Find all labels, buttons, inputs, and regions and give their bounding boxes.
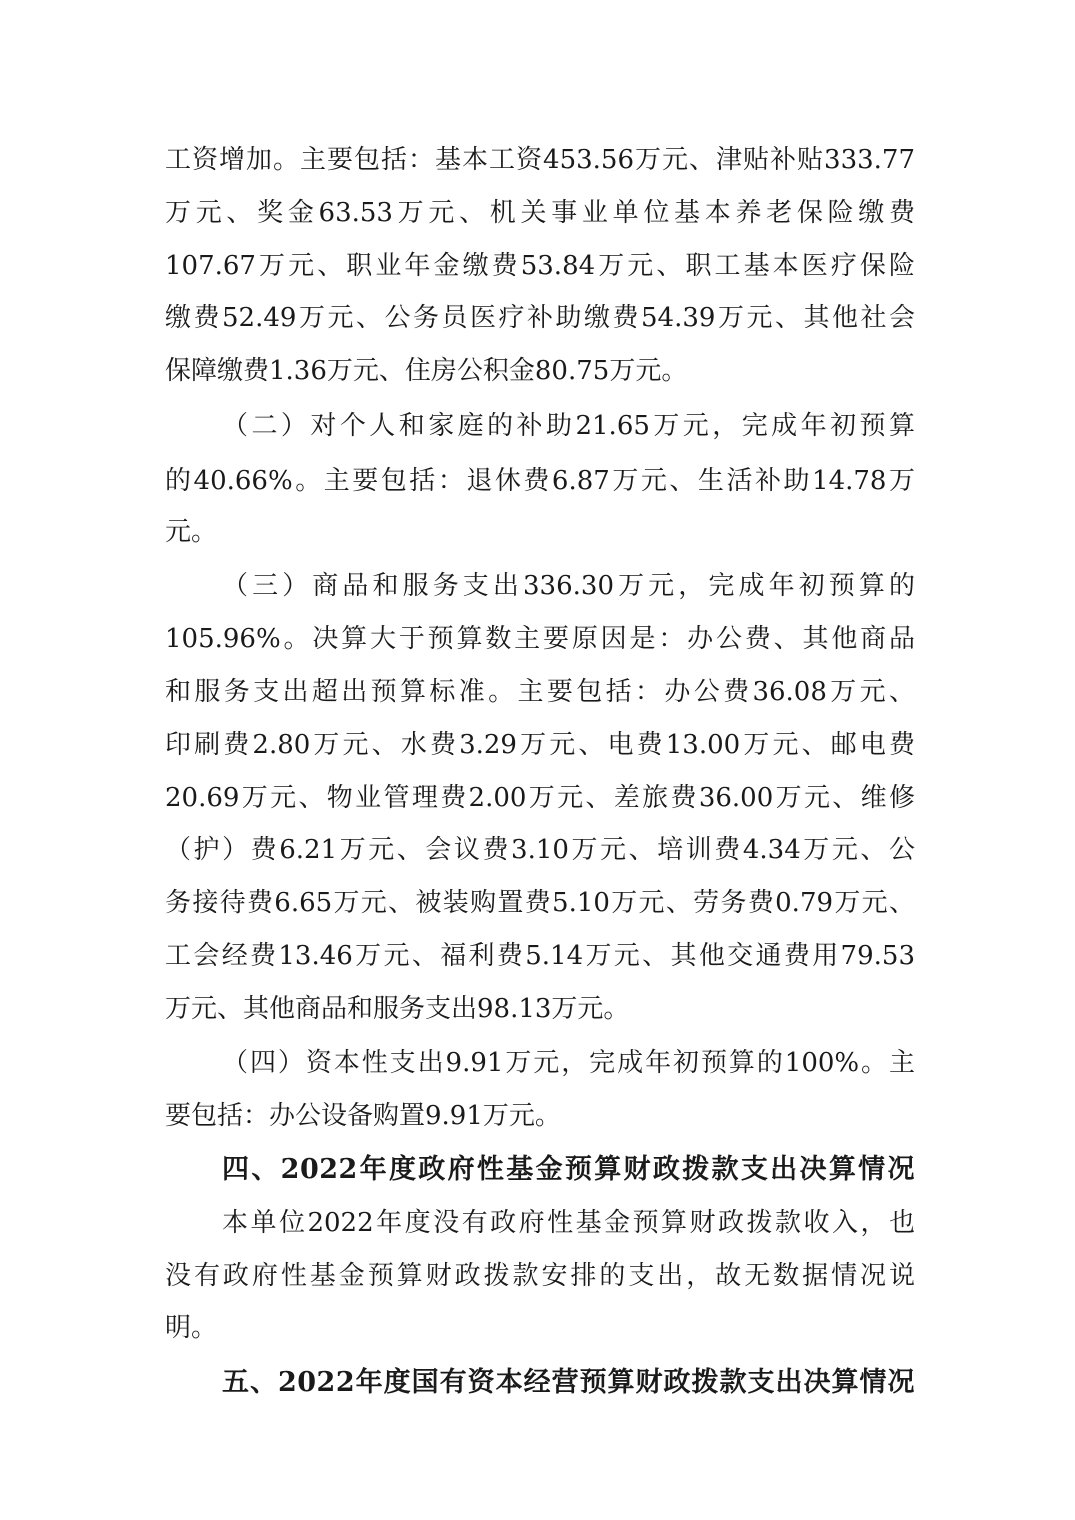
text-line: 的40.66%。主要包括：退休费6.87万元、生活补助14.78万 [165,466,915,496]
text-line: 工会经费13.46万元、福利费5.14万元、其他交通费用79.53 [165,941,915,971]
text-line: 缴费52.49万元、公务员医疗补助缴费54.39万元、其他社会 [165,303,915,333]
text-line: （四）资本性支出9.91万元，完成年初预算的100%。主 [222,1048,915,1078]
section-heading: 五、2022年度国有资本经营预算财政拨款支出决算情况 [222,1367,915,1398]
text-line: 和服务支出超出预算标准。主要包括：办公费36.08万元、 [165,677,915,707]
text-line: （护）费6.21万元、会议费3.10万元、培训费4.34万元、公 [165,835,915,865]
text-line: 印刷费2.80万元、水费3.29万元、电费13.00万元、邮电费 [165,730,915,760]
text-line: 没有政府性基金预算财政拨款安排的支出，故无数据情况说 [165,1261,915,1291]
section-heading: 四、2022年度政府性基金预算财政拨款支出决算情况 [222,1154,915,1185]
text-line: 万元、奖金63.53万元、机关事业单位基本养老保险缴费 [165,198,915,228]
text-line: 务接待费6.65万元、被装购置费5.10万元、劳务费0.79万元、 [165,888,915,918]
text-line: 105.96%。决算大于预算数主要原因是：办公费、其他商品 [165,624,915,654]
text-line: （二）对个人和家庭的补助21.65万元，完成年初预算 [222,411,915,441]
text-line: 要包括：办公设备购置9.91万元。 [165,1101,561,1131]
text-line: 工资增加。主要包括：基本工资453.56万元、津贴补贴333.77 [165,145,915,175]
text-line: 107.67万元、职业年金缴费53.84万元、职工基本医疗保险 [165,251,915,281]
text-line: 20.69万元、物业管理费2.00万元、差旅费36.00万元、维修 [165,783,915,813]
text-line: 本单位2022年度没有政府性基金预算财政拨款收入，也 [222,1208,915,1238]
text-line: 万元、其他商品和服务支出98.13万元。 [165,994,630,1024]
text-line: 保障缴费1.36万元、住房公积金80.75万元。 [165,356,688,386]
text-line: （三）商品和服务支出336.30万元，完成年初预算的 [222,571,915,601]
text-line: 元。 [165,517,218,547]
text-line: 明。 [165,1313,218,1343]
